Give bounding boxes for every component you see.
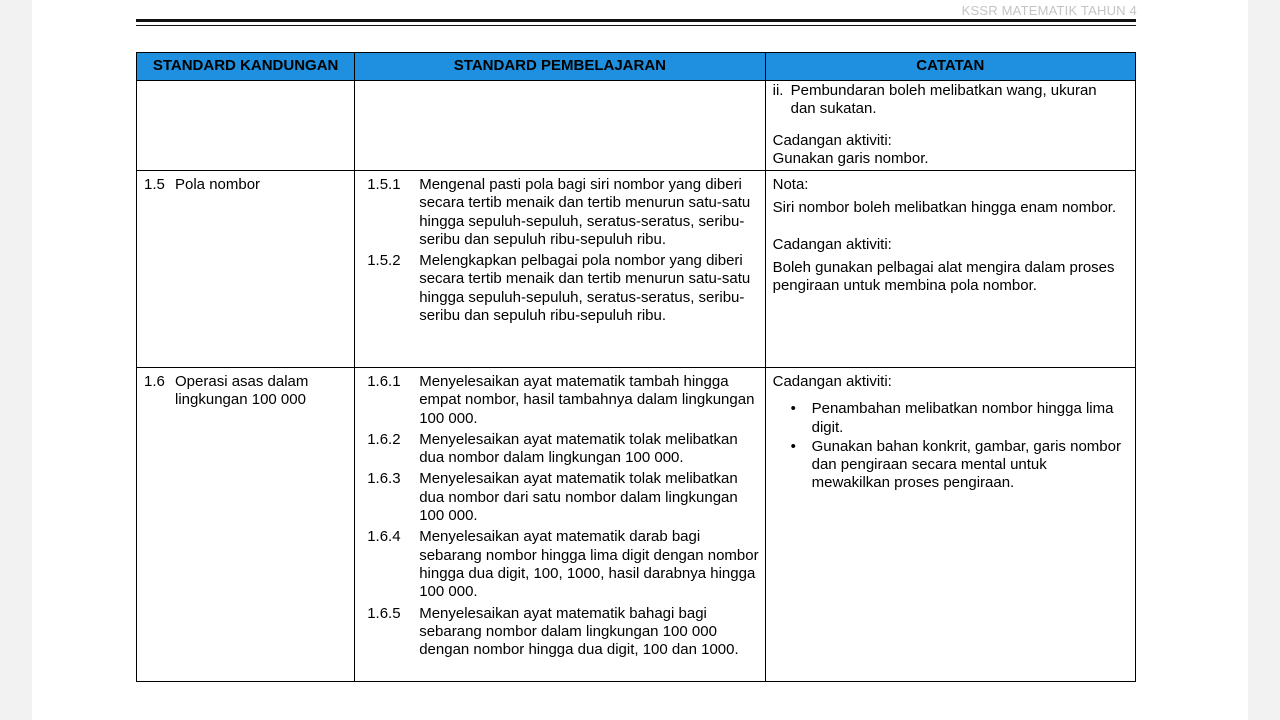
- sp-text: Menyelesaikan ayat matematik bahagi bagi sebarang nombor dalam lingkungan 100 000 dengan nombor hingga dua digit, 100 dan 1000.: [419, 604, 739, 659]
- sp-item: [367, 528, 758, 601]
- sk-cell: [137, 81, 355, 171]
- document-page: [32, 0, 1248, 720]
- table-row: [137, 81, 1136, 171]
- aktiviti-bullet-list: [773, 400, 1125, 492]
- sk-cell: [137, 368, 355, 682]
- sp-item: [367, 373, 758, 428]
- catatan-cell: [765, 81, 1135, 171]
- sp-item: [367, 470, 758, 525]
- list-item: [790, 400, 1125, 437]
- sp-text: Melengkapkan pelbagai pola nombor yang diberi secara tertib menaik dan tertib menurun satu-satu hingga sepuluh-sepuluh, seratus-seratus, seribu-seribu dan sepuluh ribu-sepuluh ribu.: [419, 252, 751, 325]
- sp-text: Menyelesaikan ayat matematik tolak melibatkan dua nombor dalam lingkungan 100 000.: [419, 430, 738, 467]
- sp-number: 1.6.5: [367, 604, 401, 622]
- sp-cell: [355, 368, 765, 682]
- aktiviti-heading: Cadangan aktiviti:: [772, 131, 892, 149]
- sk-title: Pola nombor: [175, 176, 261, 193]
- sp-text: Menyelesaikan ayat matematik darab bagi sebarang nombor hingga lima digit dengan nombor hingga dua digit, 100, 1000, hasil darabnya hingga 100 000.: [419, 528, 759, 601]
- sp-text: Menyelesaikan ayat matematik tambah hingga empat nombor, hasil tambahnya dalam lingkungan 100 000.: [419, 373, 755, 427]
- header-rule-thin: [136, 25, 1136, 26]
- roman-text: Pembundaran boleh melibatkan wang, ukuran dan sukatan.: [790, 82, 1097, 118]
- column-header-standard-pembelajaran: STANDARD PEMBELAJARAN: [355, 53, 765, 81]
- sp-text: Mengenal pasti pola bagi siri nombor yang diberi secara tertib menaik dan tertib menurun satu-satu hingga sepuluh-sepuluh, seratus-seratus, seribu-seribu dan sepuluh ribu-sepuluh ribu.: [419, 176, 751, 248]
- sp-item: [367, 431, 758, 468]
- catatan-cell: [765, 171, 1135, 368]
- sp-cell: [355, 171, 765, 368]
- curriculum-table: [136, 52, 1136, 682]
- bullet-text: Penambahan melibatkan nombor hingga lima digit.: [811, 400, 1114, 436]
- header-rule-thick: [136, 19, 1136, 22]
- sp-text: Menyelesaikan ayat matematik tolak melibatkan dua nombor dari satu nombor dalam lingkungan 100 000.: [419, 470, 738, 525]
- table-row: [137, 171, 1136, 368]
- column-header-standard-kandungan: STANDARD KANDUNGAN: [137, 53, 355, 81]
- sp-item: [367, 176, 758, 249]
- sp-item: [367, 605, 758, 660]
- nota-label: Nota:: [772, 176, 809, 193]
- catatan-cell: [765, 368, 1135, 682]
- bullet-icon: •: [790, 400, 796, 418]
- sp-number: 1.6.1: [367, 373, 401, 390]
- sk-title: Operasi asas dalam lingkungan 100 000: [175, 373, 309, 409]
- bullet-text: Gunakan bahan konkrit, gambar, garis nombor dan pengiraan secara mental untuk mewakilkan proses pengiraan.: [811, 437, 1121, 492]
- sp-number: 1.5.2: [367, 252, 401, 270]
- sp-cell: [355, 81, 765, 171]
- list-item: [790, 437, 1125, 493]
- sp-item: [367, 252, 758, 325]
- aktiviti-text: Boleh gunakan pelbagai alat mengira dalam proses pengiraan untuk membina pola nombor.: [772, 258, 1115, 295]
- aktiviti-heading: Cadangan aktiviti:: [772, 235, 892, 253]
- roman-number: ii.: [772, 82, 784, 99]
- sp-number: 1.6.4: [367, 528, 401, 546]
- table-row: [137, 368, 1136, 682]
- sk-number: 1.5: [144, 176, 165, 193]
- table-header-row: [137, 53, 1136, 81]
- aktiviti-text: Gunakan garis nombor.: [772, 149, 929, 167]
- bullet-icon: •: [790, 437, 796, 455]
- sp-number: 1.6.3: [367, 470, 401, 488]
- sp-number: 1.6.2: [367, 430, 401, 448]
- aktiviti-heading: Cadangan aktiviti:: [772, 373, 892, 390]
- running-header: KSSR MATEMATIK TAHUN 4: [961, 3, 1137, 18]
- sk-cell: [137, 171, 355, 368]
- nota-text: Siri nombor boleh melibatkan hingga enam nombor.: [772, 199, 1117, 217]
- sk-number: 1.6: [144, 373, 165, 390]
- catatan-roman-item: [773, 82, 1125, 119]
- column-header-catatan: CATATAN: [765, 53, 1135, 81]
- sp-number: 1.5.1: [367, 176, 401, 193]
